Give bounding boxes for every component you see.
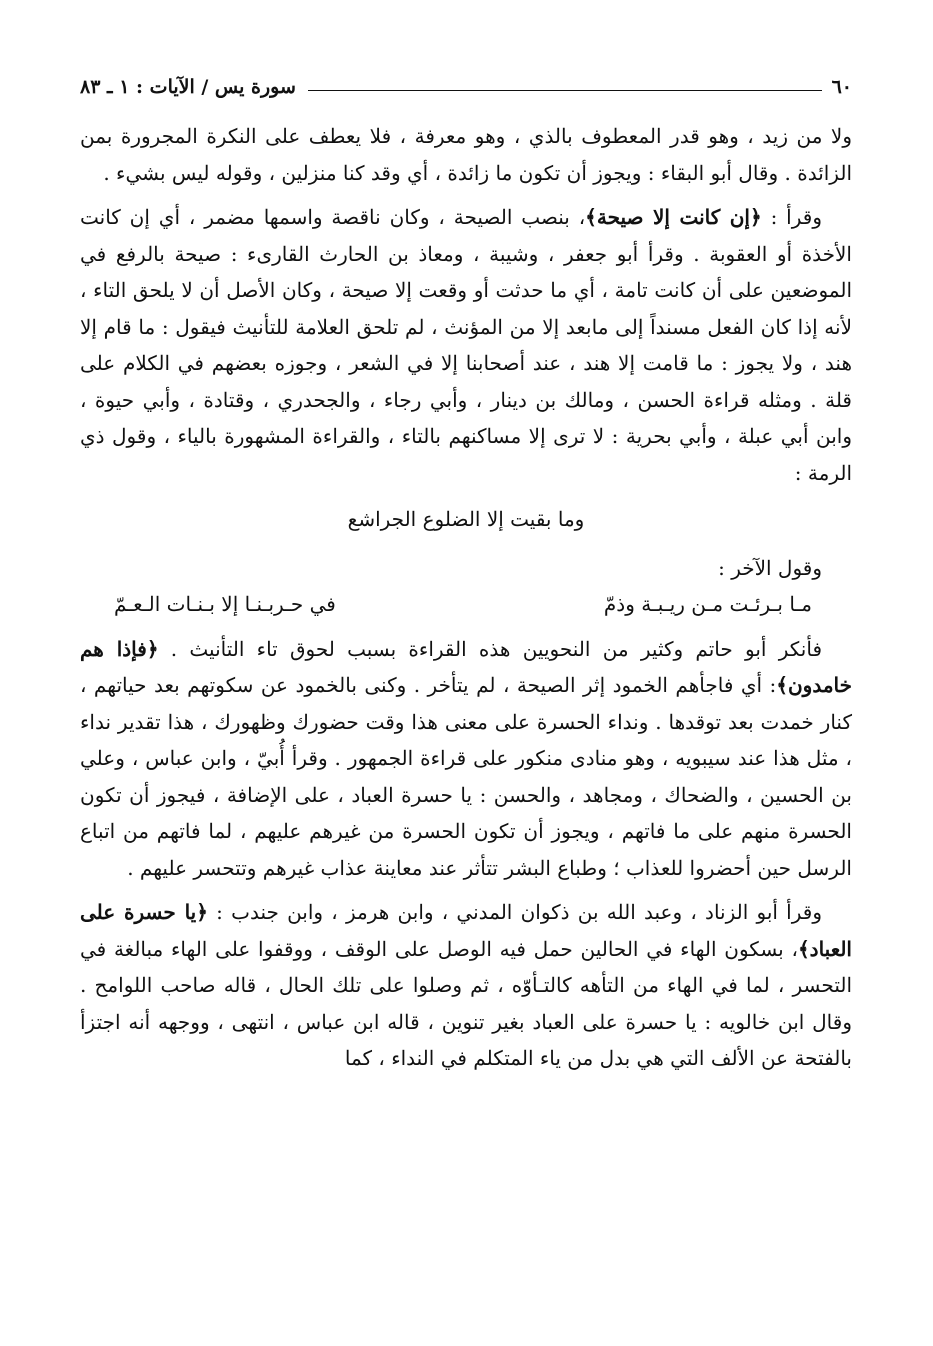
- verse-couplet: [80, 586, 852, 623]
- paragraph-4-text: ، بسكون الهاء في الحالين حمل فيه الوصل على الوقف ، ووقفوا على الهاء مبالغة في التحسر ، لما في الهاء من التأهه كالتـأوّه ، ثم وصلوا على تلك الحال ، قاله صاحب اللوامح . وقال ابن خالويه : يا حسرة على العباد بغير تنوين ، قاله ابن عباس ، انتهى ، ووجهه أنه اجتزأ بالفتحة عن الألف التي هي بدل من ياء المتكلم في النداء ، كما: [80, 936, 852, 1070]
- paragraph-2-lead: وقرأ :: [761, 205, 822, 229]
- page-number: ٦٠: [831, 76, 852, 98]
- verse-hemistich-right: مـا بـرئـت مـن ريـبـة وذمّ: [603, 592, 812, 616]
- intro-other-verse: وقول الآخر :: [718, 555, 822, 580]
- quran-quote-3: ﴿يا حسرة على العباد﴾: [80, 900, 852, 961]
- paragraph-3-lead: فأنكر أبو حاتم وكثير من النحويين هذه القراءة بسبب لحوق تاء التأنيث .: [158, 636, 823, 661]
- paragraph-1: ولا من زيد ، وهو قدر المعطوف بالذي ، وهو معرفة ، فلا يعطف على النكرة المجرورة بمن الزائدة . وقال أبو البقاء : ويجوز أن تكون ما زائدة ، أي وقد كنا منزلين ، وقوله ليس بشيء .: [80, 124, 853, 185]
- paragraph-2: [80, 199, 852, 491]
- running-title: سورة يس / الآيات : ١ ـ ٨٣: [80, 76, 296, 98]
- header-rule: [308, 90, 822, 91]
- page-header: [80, 70, 852, 104]
- paragraph-3-text: : أي فاجأهم الخمود إثر الصيحة ، لم يتأخر . وكنى بالخمود عن سكوتهم بعد حياتهم ، كنار خمدت بعد توقدها . ونداء الحسرة على معنى هذا وقت حضورك وظهورك ، هذا تقدير نداء ، مثل هذا عند سيبويه ، وهو منادى منكور على قراءة الجمهور . وقرأ أُبيّ ، وابن عباس ، وعلي بن الحسين ، والضحاك ، ومجاهد ، والحسن : يا حسرة العباد ، على الإضافة ، فيجوز أن تكون الحسرة منهم على ما فاتهم ، ويجوز أن تكون الحسرة من غيرهم عليهم ، لما فاتهم من اتباع الرسل حين أحضروا للعذاب ؛ وطباع البشر تتأثر عند معاينة عذاب غيرهم وتتحسر عليهم .: [80, 673, 852, 880]
- paragraph-3: [80, 631, 852, 887]
- paragraph-2-text: ، بنصب الصيحة ، وكان ناقصة واسمها مضمر ، أي إن كانت الأخذة أو العقوبة . وقرأ أبو جعفر ، وشيبة ، ومعاذ بن الحارث القارىء : صيحة بالرفع في الموضعين على أن كانت تامة ، أي ما حدثت أو وقعت إلا صيحة ، وكان الأصل أن لا يلحق التاء ، لأنه إذا كان الفعل مسنداً إلى مابعد إلا من المؤنث ، لم تلحق العلامة للتأنيث فيقول : ما قام إلا هند ، ولا يجوز : ما قامت إلا هند ، عند أصحابنا إلا في الشعر ، وجوزه بعضهم في الكلام على قلة . ومثله قراءة الحسن ، ومالك بن دينار ، وأبي رجاء ، والجحدري ، وقتادة ، وأبي حيوة ، وابن أبي عبلة ، وأبي بحرية : لا ترى إلا مساكنهم بالتاء ، والقراءة المشهورة بالياء ، وقول ذي الرمة :: [80, 205, 852, 485]
- quran-quote-2: ﴿فإذا هم خامدون﴾: [80, 636, 852, 697]
- paragraph-4-lead: وقرأ أبو الزناد ، وعبد الله بن ذكوان المدني ، وابن هرمز ، وابن جندب :: [207, 900, 822, 924]
- main-text: [80, 118, 852, 1077]
- verse-single: وما بقيت إلا الضلوع الجراشع: [347, 507, 585, 531]
- verse-hemistich-left: في حـربـنـا إلا بـنـات الـعـمّ: [114, 592, 336, 616]
- paragraph-4: [80, 894, 852, 1077]
- quran-quote-1: ﴿إن كانت إلا صيحة﴾: [585, 205, 762, 229]
